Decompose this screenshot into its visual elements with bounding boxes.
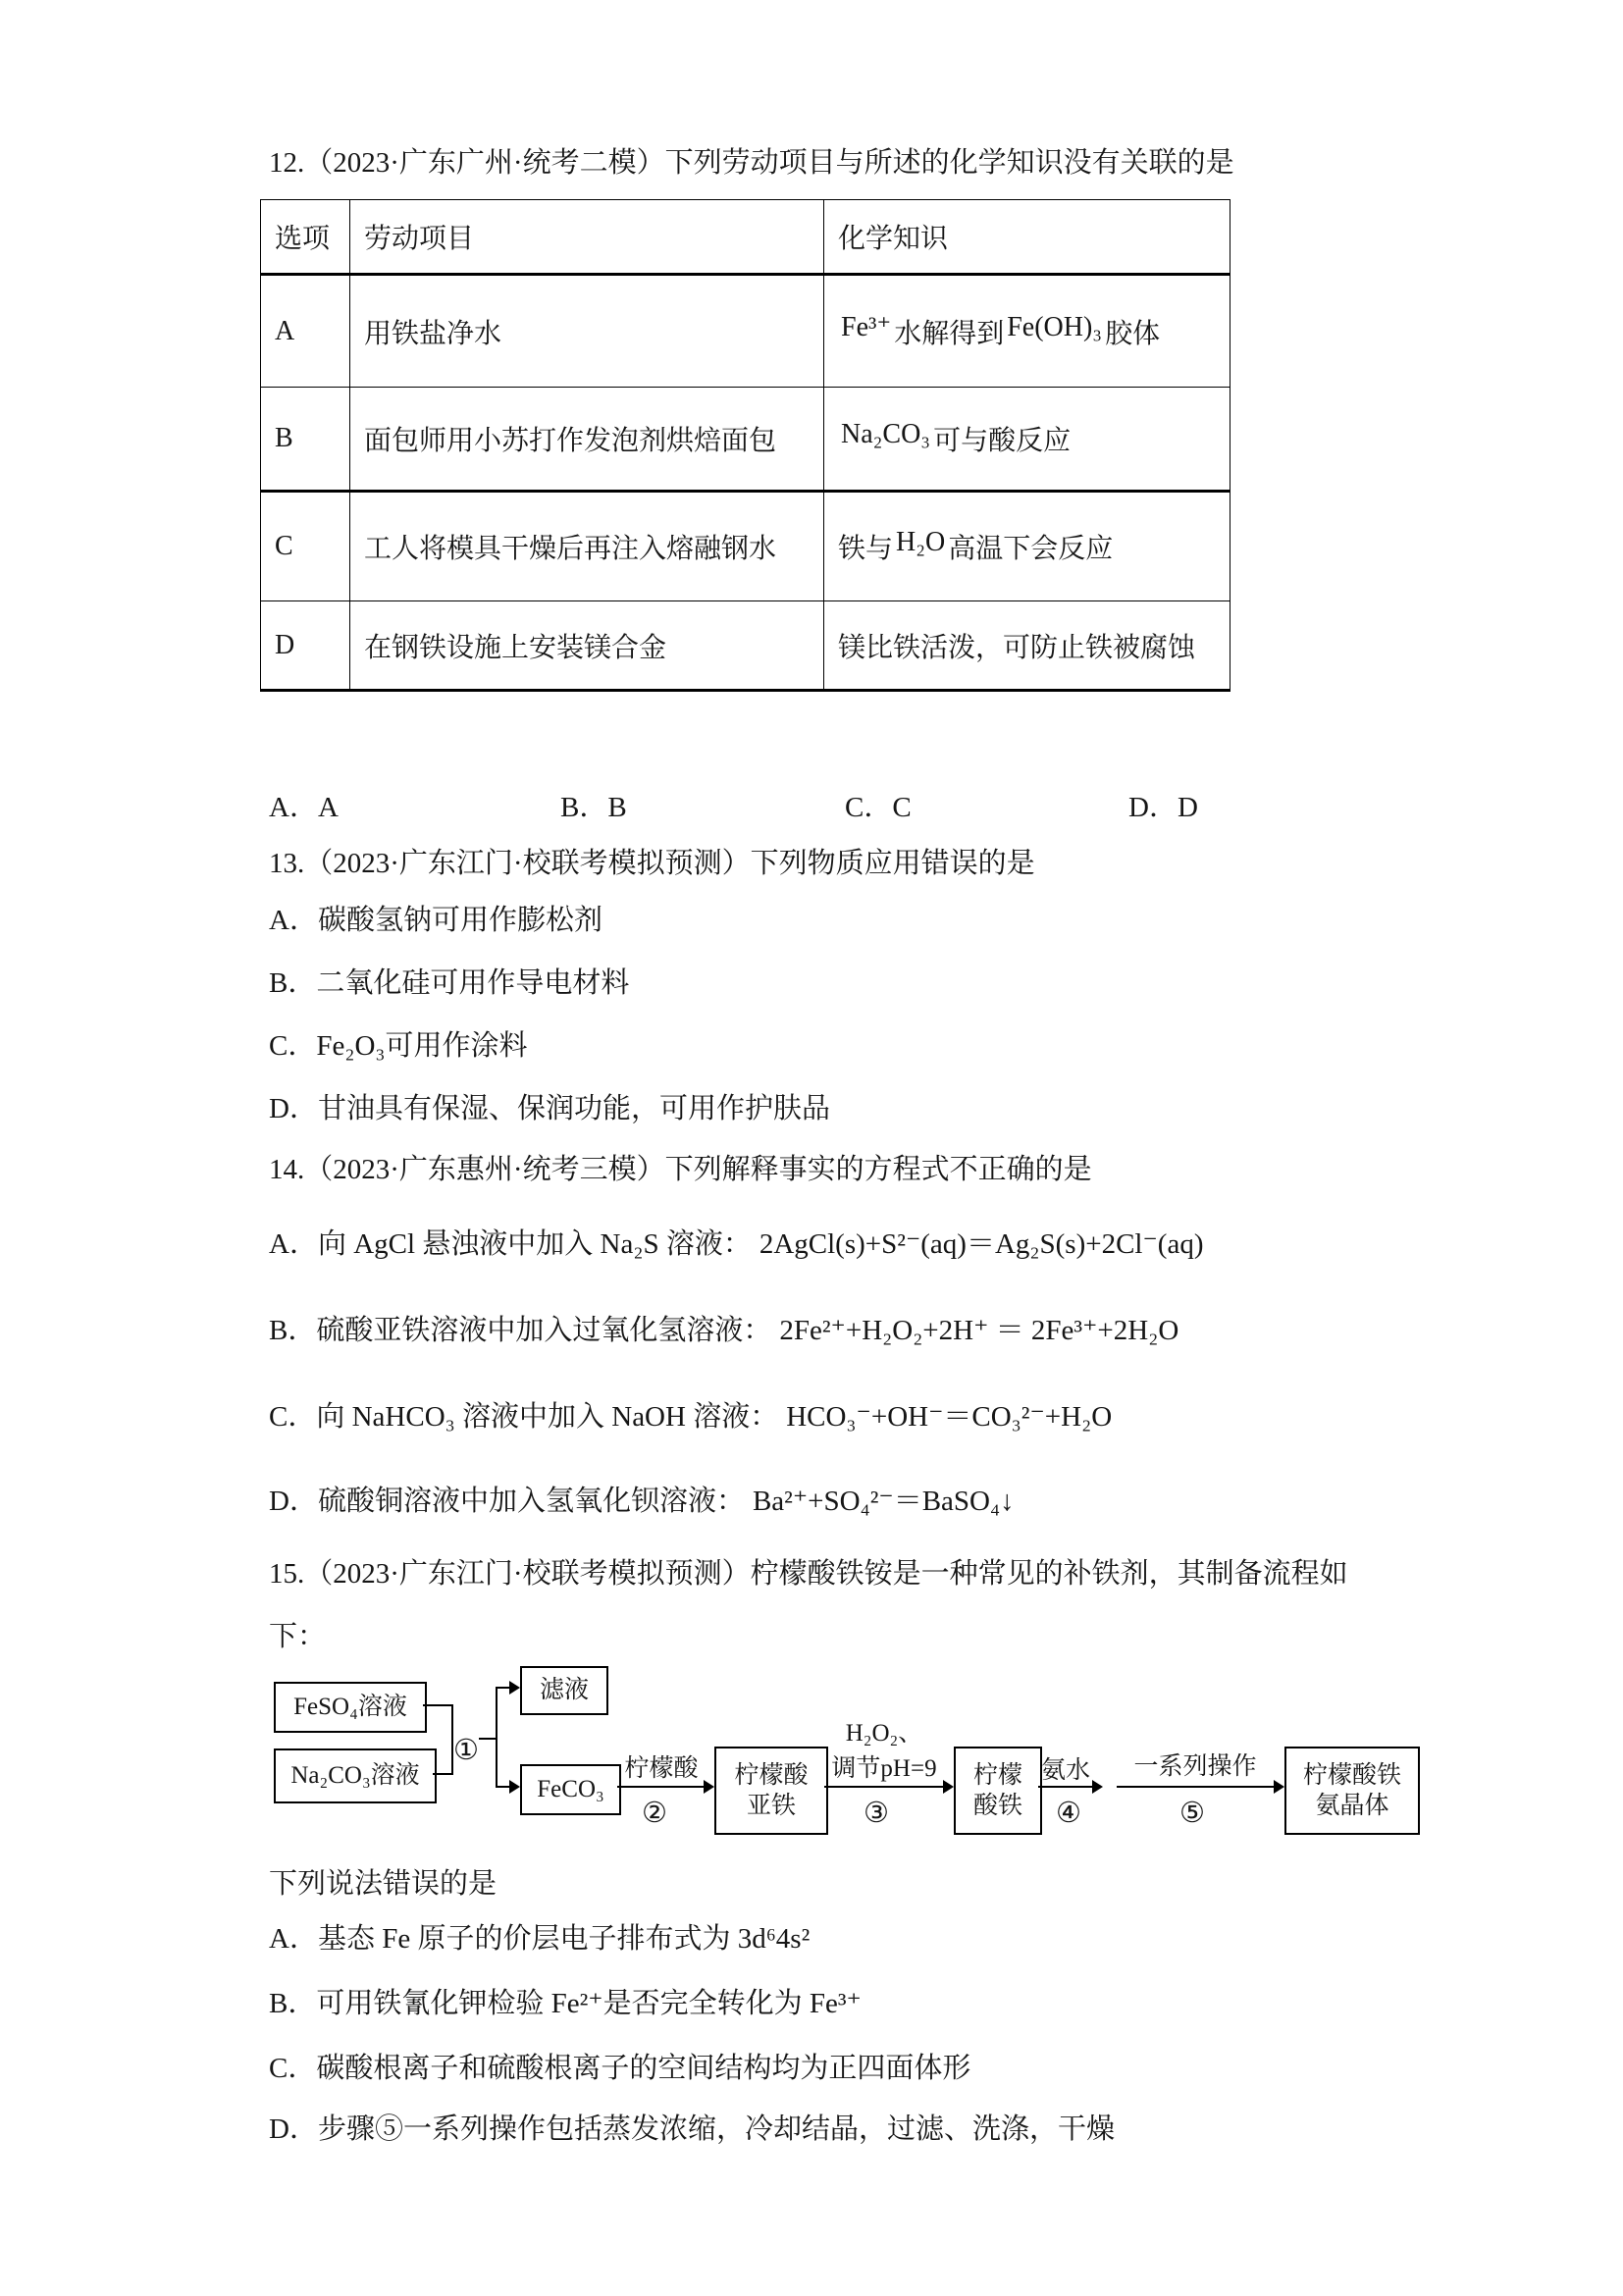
box-text-line1: 柠檬 — [972, 1761, 1022, 1789]
q12-table-header-row — [261, 200, 1230, 275]
option-stem: C．向 NaHCO₃ 溶液中加入 NaOH 溶液： — [269, 1401, 779, 1433]
connector-line — [423, 1704, 453, 1706]
labor-cell: 面包师用小苏打作发泡剂烘焙面包 — [350, 388, 824, 492]
flow-box-filtrate: 滤液 — [520, 1666, 608, 1715]
option-cell: B — [261, 388, 350, 492]
q14-option-a — [269, 1225, 1204, 1264]
flow-label-adjust-ph: 调节pH=9 — [831, 1755, 937, 1782]
q15-option-b: B．可用铁氰化钾检验 Fe²⁺是否完全转化为 Fe³⁺ — [269, 1988, 862, 2019]
box-text-line2: 酸铁 — [972, 1793, 1022, 1819]
chem-cell — [824, 492, 1230, 601]
col-header-labor: 劳动项目 — [350, 200, 824, 275]
q12-title: 12.（2023·广东广州·统考二模）下列劳动项目与所述的化学知识没有关联的是 — [269, 147, 1234, 179]
connector-line — [824, 1786, 944, 1788]
q12-answer-c: C．C — [845, 792, 912, 823]
chem-equation: HCO₃⁻+OH⁻＝CO₃²⁻+H₂O — [786, 1401, 1113, 1433]
q12-table-row-c — [261, 492, 1230, 601]
col-header-option: 选项 — [261, 200, 350, 275]
q13-option-a: A．碳酸氢钠可用作膨松剂 — [269, 905, 602, 936]
q14-option-c — [269, 1397, 1112, 1436]
connector-line — [496, 1687, 497, 1788]
arrowhead-icon — [1274, 1780, 1284, 1794]
q12-table-row-d — [261, 601, 1230, 691]
option-cell: D — [261, 601, 350, 691]
q15-title-line2: 下： — [269, 1621, 327, 1652]
flow-box-ferric-citrate — [954, 1747, 1042, 1835]
q12-answer-row — [0, 785, 1623, 826]
box-text-line2: 氨晶体 — [1315, 1793, 1389, 1819]
q15-option-a: A．基态 Fe 原子的价层电子排布式为 3d⁶4s² — [269, 1923, 811, 1955]
chem-formula: Fe(OH)₃ — [1007, 311, 1103, 342]
q15-flow-diagram — [177, 1656, 1496, 1867]
chem-text: 高温下会反应 — [948, 534, 1114, 564]
box-text-line1: 柠檬酸 — [734, 1761, 809, 1789]
flow-label-series-operations: 一系列操作 — [1133, 1753, 1257, 1780]
option-cell: A — [261, 275, 350, 388]
connector-line — [1117, 1786, 1274, 1788]
chem-text: 水解得到 — [894, 318, 1005, 349]
q12-answer-a: A．A — [269, 792, 339, 823]
connector-line — [617, 1786, 705, 1788]
q13-option-d: D．甘油具有保湿、保润功能，可用作护肤品 — [269, 1093, 830, 1124]
labor-cell: 用铁盐净水 — [350, 275, 824, 388]
q15-option-d: D．步骤⑤一系列操作包括蒸发浓缩，冷却结晶，过滤、洗涤，干燥 — [269, 2113, 1115, 2145]
flow-box-product-crystal — [1284, 1747, 1420, 1835]
option-stem: B．硫酸亚铁溶液中加入过氧化氢溶液： — [269, 1315, 772, 1346]
flow-step-1: ① — [453, 1735, 479, 1766]
chem-formula: Na₂CO₃ — [841, 419, 931, 449]
q12-table-row-b — [261, 388, 1230, 492]
box-text-line1: 柠檬酸铁 — [1302, 1761, 1401, 1789]
connector-line — [433, 1773, 453, 1775]
q13-option-b: B．二氧化硅可用作导电材料 — [269, 967, 630, 999]
chem-cell — [824, 388, 1230, 492]
connector-line — [1038, 1786, 1093, 1788]
option-cell: C — [261, 492, 350, 601]
q15-title-line1: 15.（2023·广东江门·校联考模拟预测）柠檬酸铁铵是一种常见的补铁剂，其制备流程如 — [269, 1558, 1348, 1590]
flow-step-5: ⑤ — [1179, 1798, 1205, 1829]
option-stem: D．硫酸铜溶液中加入氢氧化钡溶液： — [269, 1486, 745, 1517]
q15-option-c: C．碳酸根离子和硫酸根离子的空间结构均为正四面体形 — [269, 2053, 971, 2084]
chem-equation: 2AgCl(s)+S²⁻(aq)＝Ag₂S(s)+2Cl⁻(aq) — [759, 1228, 1204, 1260]
box-text-line2: 亚铁 — [746, 1793, 796, 1819]
q14-option-d — [269, 1482, 1015, 1521]
chem-formula: H₂O — [896, 527, 946, 557]
flow-step-4: ④ — [1056, 1798, 1081, 1829]
chem-text: 胶体 — [1105, 318, 1161, 349]
labor-cell: 在钢铁设施上安装镁合金 — [350, 601, 824, 691]
q14-title: 14.（2023·广东惠州·统考三模）下列解释事实的方程式不正确的是 — [269, 1154, 1092, 1185]
q14-option-b — [269, 1311, 1178, 1350]
arrowhead-icon — [509, 1681, 520, 1695]
arrowhead-icon — [509, 1780, 520, 1794]
chem-formula: Fe³⁺ — [841, 311, 892, 342]
q12-table-row-a — [261, 275, 1230, 388]
labor-cell: 工人将模具干燥后再注入熔融钢水 — [350, 492, 824, 601]
q12-answer-b: B．B — [560, 792, 627, 823]
option-stem: A．向 AgCl 悬浊液中加入 Na₂S 溶液： — [269, 1228, 752, 1260]
q15-question: 下列说法错误的是 — [269, 1868, 497, 1900]
flow-label-ammonia: 氨水 — [1040, 1757, 1090, 1784]
flow-step-2: ② — [642, 1798, 667, 1829]
flow-box-ferrous-citrate — [714, 1747, 828, 1835]
flow-box-feco3: FeCO₃ — [520, 1764, 621, 1815]
q12-table — [260, 199, 1230, 692]
chem-text: 镁比铁活泼，可防止铁被腐蚀 — [838, 632, 1196, 663]
flow-step-3: ③ — [864, 1798, 889, 1829]
flow-label-citric-acid: 柠檬酸 — [624, 1755, 699, 1782]
chem-cell — [824, 601, 1230, 691]
flow-box-na2co3: Na₂CO₃溶液 — [274, 1748, 437, 1803]
flow-box-feso4: FeSO₄溶液 — [274, 1682, 427, 1733]
flow-label-h2o2: H₂O₂、 — [845, 1720, 923, 1747]
chem-cell — [824, 275, 1230, 388]
q13-title: 13.（2023·广东江门·校联考模拟预测）下列物质应用错误的是 — [269, 848, 1035, 879]
chem-text: 可与酸反应 — [933, 426, 1072, 456]
chem-text: 铁与 — [838, 534, 894, 564]
q12-answer-d: D．D — [1128, 792, 1198, 823]
q13-option-c: C．Fe₂O₃可用作涂料 — [269, 1030, 528, 1062]
chem-equation: Ba²⁺+SO₄²⁻＝BaSO₄↓ — [752, 1486, 1015, 1517]
chem-equation: 2Fe²⁺+H₂O₂+2H⁺ ＝ 2Fe³⁺+2H₂O — [779, 1315, 1179, 1346]
col-header-chem: 化学知识 — [824, 200, 1230, 275]
